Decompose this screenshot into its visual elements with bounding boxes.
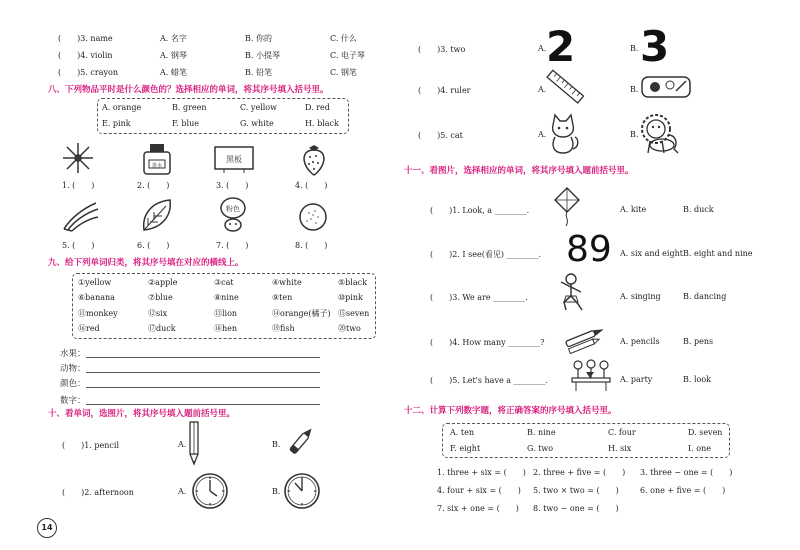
s8-item: 6. ( )	[137, 241, 170, 250]
leaf-icon	[140, 198, 174, 234]
s12-option: G. two	[527, 444, 554, 453]
q4-opt-a: A. 钢琴	[160, 51, 187, 60]
s9-word: ⑩pink	[338, 293, 363, 302]
s11-q2-a: A. six and eight	[620, 249, 683, 258]
s8-option: D. red	[305, 103, 330, 112]
number-answer-line[interactable]	[86, 404, 320, 405]
s9-word: ⑱hen	[214, 324, 238, 333]
s11-q5: ( )5. Let's have a ________.	[430, 376, 549, 385]
s9-word: ⑳two	[338, 324, 361, 333]
fruit-answer-line[interactable]	[86, 357, 320, 358]
section-12-title: 十二、计算下列数字题，将正确答案的序号填入括号里。	[404, 406, 617, 416]
s9-word: ⑮seven	[338, 309, 370, 318]
cat-animal-label: 动物：	[60, 364, 86, 374]
s9-word: ⑪monkey	[78, 309, 118, 318]
s10-q2-b: B.	[272, 487, 281, 496]
color-answer-line[interactable]	[86, 387, 320, 388]
s10-q1: ( )1. pencil	[62, 441, 120, 450]
q4-violin: ( )4. violin	[58, 51, 113, 60]
s9-word: ⑯red	[78, 324, 100, 333]
s10-q5-b: B.	[630, 130, 639, 139]
s9-word: ④white	[272, 278, 302, 287]
s9-word: ⑧nine	[214, 293, 239, 302]
s10-q3: ( )3. two	[418, 45, 466, 54]
s12-option: C. four	[608, 428, 636, 437]
page-number: 14	[37, 518, 57, 538]
s8-item: 2. ( )	[137, 181, 170, 190]
s12-eq: 2. three + five = ( )	[533, 468, 626, 477]
s8-item: 4. ( )	[295, 181, 328, 190]
section-8-title: 八、下列物品平时是什么颜色的？选择相应的单词，将其序号填入括号里。	[48, 85, 329, 95]
s8-option: F. blue	[172, 119, 199, 128]
q5-opt-c: C. 钢笔	[330, 68, 357, 77]
s8-option: H. black	[305, 119, 339, 128]
powder-label: 粉色	[226, 205, 240, 213]
section-9-title: 九、给下列单词归类，将其序号填在对应的横线上。	[48, 258, 244, 268]
s8-option: G. white	[240, 119, 274, 128]
s12-eq: 8. two − one = ( )	[533, 504, 619, 513]
lion-icon	[638, 113, 684, 157]
s10-q4-b: B.	[630, 85, 639, 94]
s8-item: 1. ( )	[62, 181, 95, 190]
s11-q1-b: B. duck	[683, 205, 714, 214]
q3-opt-a: A. 名字	[160, 34, 187, 43]
pencil-case-icon	[640, 73, 692, 101]
s12-option: A. ten	[450, 428, 474, 437]
ruler-icon	[545, 68, 585, 106]
s9-word: ⑤black	[338, 278, 367, 287]
s10-q1-b: B.	[272, 440, 281, 449]
s12-eq: 1. three + six = ( )	[437, 468, 526, 477]
ink-label: 墨水	[151, 163, 163, 169]
s11-q4: ( )4. How many ________?	[430, 338, 545, 347]
s11-q2: ( )2. I see(看见) ________.	[430, 250, 542, 259]
s10-q2-a: A.	[178, 487, 187, 496]
s8-item: 8. ( )	[295, 241, 328, 250]
s9-word: ⑫six	[148, 309, 168, 318]
s11-q3-a: A. singing	[620, 292, 661, 301]
q5-opt-a: A. 蜡笔	[160, 68, 187, 77]
number-three: 3	[640, 22, 670, 71]
s8-option: E. pink	[102, 119, 131, 128]
s12-option: I. one	[688, 444, 711, 453]
fountain-pen-icon	[282, 422, 320, 462]
orange-fruit-icon	[297, 201, 329, 233]
number-two: 2	[546, 22, 576, 71]
q5-opt-b: B. 铅笔	[245, 68, 272, 77]
animal-answer-line[interactable]	[86, 372, 320, 373]
s9-word: ⑭orange(橘子)	[272, 309, 331, 318]
cat-color-label: 颜色：	[60, 379, 86, 389]
pig-icon	[216, 196, 250, 236]
board-label: 黑板	[226, 155, 242, 164]
cat-number-label: 数字：	[60, 396, 86, 406]
s9-word: ⑬lion	[214, 309, 238, 318]
q5-crayon: ( )5. crayon	[58, 68, 118, 77]
s11-q1-a: A. kite	[620, 205, 647, 214]
s9-word: ②apple	[148, 278, 178, 287]
s10-q1-a: A.	[178, 440, 187, 449]
s12-option: D. seven	[688, 428, 723, 437]
s12-eq: 7. six + one = ( )	[437, 504, 519, 513]
section-10-title: 十、看单词，选图片，将其序号填入题前括号里。	[48, 409, 236, 419]
s12-option: B. nine	[527, 428, 556, 437]
cat-icon	[545, 113, 581, 155]
q4-opt-c: C. 电子琴	[330, 51, 365, 60]
s10-q5-a: A.	[538, 130, 547, 139]
s10-q2: ( )2. afternoon	[62, 488, 134, 497]
s9-word: ⑦blue	[148, 293, 173, 302]
number-eighty-nine: 89	[566, 229, 612, 270]
q3-name: ( )3. name	[58, 34, 113, 43]
dancing-girl-icon	[556, 272, 586, 314]
s8-option: B. green	[172, 103, 207, 112]
s12-eq: 3. three − one = ( )	[640, 468, 733, 477]
s12-option: H. six	[608, 444, 632, 453]
ink-bottle-icon	[141, 142, 173, 176]
s8-option: C. yellow	[240, 103, 277, 112]
s12-eq: 4. four + six = ( )	[437, 486, 521, 495]
s8-item: 5. ( )	[62, 241, 95, 250]
section-11-title: 十一、看图片，选择相应的单词，将其序号填入题前括号里。	[404, 166, 634, 176]
s12-eq: 6. one + five = ( )	[640, 486, 726, 495]
party-icon	[568, 358, 614, 392]
s11-q2-b: B. eight and nine	[683, 249, 753, 258]
cat-fruit-label: 水果：	[60, 349, 86, 359]
clock-icon-b	[282, 471, 322, 511]
s9-word: ①yellow	[78, 278, 112, 287]
s10-q3-a: A.	[538, 44, 547, 53]
s9-word: ⑰duck	[148, 324, 176, 333]
s12-options-box	[442, 423, 730, 458]
s9-word: ③cat	[214, 278, 234, 287]
s12-eq: 5. two × two = ( )	[533, 486, 619, 495]
s12-option: F. eight	[450, 444, 481, 453]
s10-q5: ( )5. cat	[418, 131, 463, 140]
s9-word: ⑥banana	[78, 293, 115, 302]
q4-opt-b: B. 小提琴	[245, 51, 280, 60]
s11-q4-b: B. pens	[683, 337, 714, 346]
s9-word: ⑲fish	[272, 324, 295, 333]
s9-word: ⑨ten	[272, 293, 293, 302]
s10-q3-b: B.	[630, 44, 639, 53]
q3-opt-c: C. 什么	[330, 34, 357, 43]
s8-item: 7. ( )	[216, 241, 249, 250]
s10-q4-a: A.	[538, 85, 547, 94]
s11-q3: ( )3. We are ________.	[430, 293, 528, 302]
s8-option: A. orange	[102, 103, 142, 112]
s11-q5-b: B. look	[683, 375, 712, 384]
strawberry-icon	[300, 142, 328, 176]
blackboard-icon	[214, 146, 254, 174]
q3-opt-b: B. 你的	[245, 34, 272, 43]
banana-icon	[60, 199, 100, 233]
s11-q1: ( )1. Look, a ________.	[430, 206, 530, 215]
s11-q5-a: A. party	[620, 375, 653, 384]
s11-q3-b: B. dancing	[683, 292, 727, 301]
s10-q4: ( )4. ruler	[418, 86, 471, 95]
kite-icon	[552, 186, 582, 228]
s8-item: 3. ( )	[216, 181, 249, 190]
pens-icon	[560, 324, 610, 354]
snowflake-icon	[60, 140, 96, 176]
s11-q4-a: A. pencils	[620, 337, 660, 346]
clock-icon-a	[190, 471, 230, 511]
pencil-icon	[186, 420, 202, 466]
